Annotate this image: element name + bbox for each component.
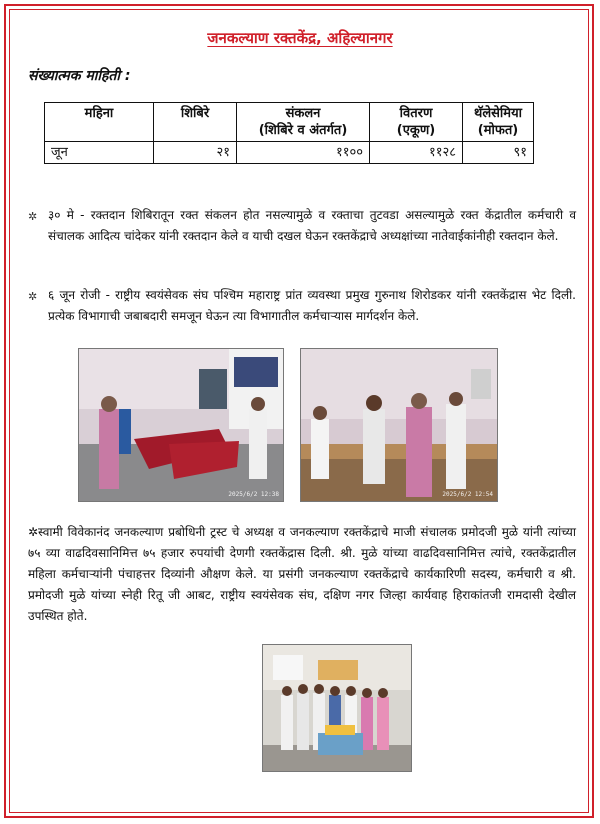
photo-donation-room: [78, 348, 284, 502]
cell-month: जून: [45, 142, 154, 164]
photo-lab-visit-image: [301, 349, 497, 501]
birthday-paragraph: ✲स्वामी विवेकानंद जनकल्याण प्रबोधिनी ट्रस्ट चे अध्यक्ष व जनकल्याण रक्तकेंद्राचे माजी संचालक प्रमोदजी मुळे यांनी त्यांच्या ७५ व्या वाढदिवसानिमित्त ७५ हजार रुपयांची देणगी रक्तकेंद्रास दिली. श्री. मुळे यांच्या वाढदिवसानिमित्त त्यांचे, रक्तकेंद्रातील महिला कर्मचाऱ्यांनी पंचाहत्तर दिव्यांनी औक्षण केले. या प्रसंगी जनकल्याण रक्तकेंद्राचे कार्यकारिणी सदस्य, कर्मचारी व श्री. प्रमोदजी मुळे यांच्या स्नेही रितू जी आबट, राष्ट्रीय स्वयंसेवक संघ, दक्षिण नगर जिल्हा कार्यवाह हिराकांतजी रामदासी देखील उपस्थित होते.: [28, 525, 576, 623]
stats-table: [44, 102, 534, 164]
cell-collection: ११००: [237, 142, 370, 164]
col-camps: शिबिरे: [154, 103, 237, 142]
bullet-icon: ✲: [28, 210, 38, 223]
bullet-icon: ✲: [28, 290, 38, 303]
photo-lab-visit-timestamp: 2025/6/2 12:54: [442, 491, 493, 498]
bullet-paragraph-2: ६ जून रोजी - राष्ट्रीय स्वयंसेवक संघ पश्चिम महाराष्ट्र प्रांत व्यवस्था प्रमुख गुरुनाथ शिरोडकर यांनी रक्तकेंद्रास भेट दिली. प्रत्येक विभागाची जबाबदारी समजून घेऊन त्या विभागातील कर्मचाऱ्यास मार्गदर्शन केले.: [48, 288, 576, 323]
col-thalassemia: थॅलेसेमिया (मोफत): [463, 103, 534, 142]
table-row: [45, 142, 534, 164]
stats-header-row: [45, 103, 534, 142]
cell-distribution: ११२८: [370, 142, 463, 164]
page-title: जनकल्याण रक्तकेंद्र, अहिल्यानगर: [207, 29, 393, 47]
col-month: महिना: [45, 103, 154, 142]
col-distribution: वितरण (एकूण): [370, 103, 463, 142]
bullet-paragraph-1: ३० मे - रक्तदान शिबिरातून रक्त संकलन होत नसल्यामुळे व रक्ताचा तुटवडा असल्यामुळे रक्त केंद्रातील कर्मचारी व संचालक आदित्य चांदेकर यांनी रक्तदान केले व याची दखल घेऊन रक्तकेंद्राचे अध्यक्षांच्या नातेवाईकांनीही रक्तदान केले.: [48, 208, 576, 243]
cell-thalassemia: ९१: [463, 142, 534, 164]
col-collection: संकलन (शिबिरे व अंतर्गत): [237, 103, 370, 142]
photo-donation-room-timestamp: 2025/6/2 12:38: [228, 491, 279, 498]
photo-lab-visit: [300, 348, 498, 502]
stats-heading: संख्यात्मक माहिती :: [28, 68, 131, 84]
cell-camps: २१: [154, 142, 237, 164]
photo-donation-room-image: [79, 349, 283, 501]
photo-group-felicitation: [262, 644, 412, 772]
photo-group-felicitation-image: [263, 645, 411, 771]
